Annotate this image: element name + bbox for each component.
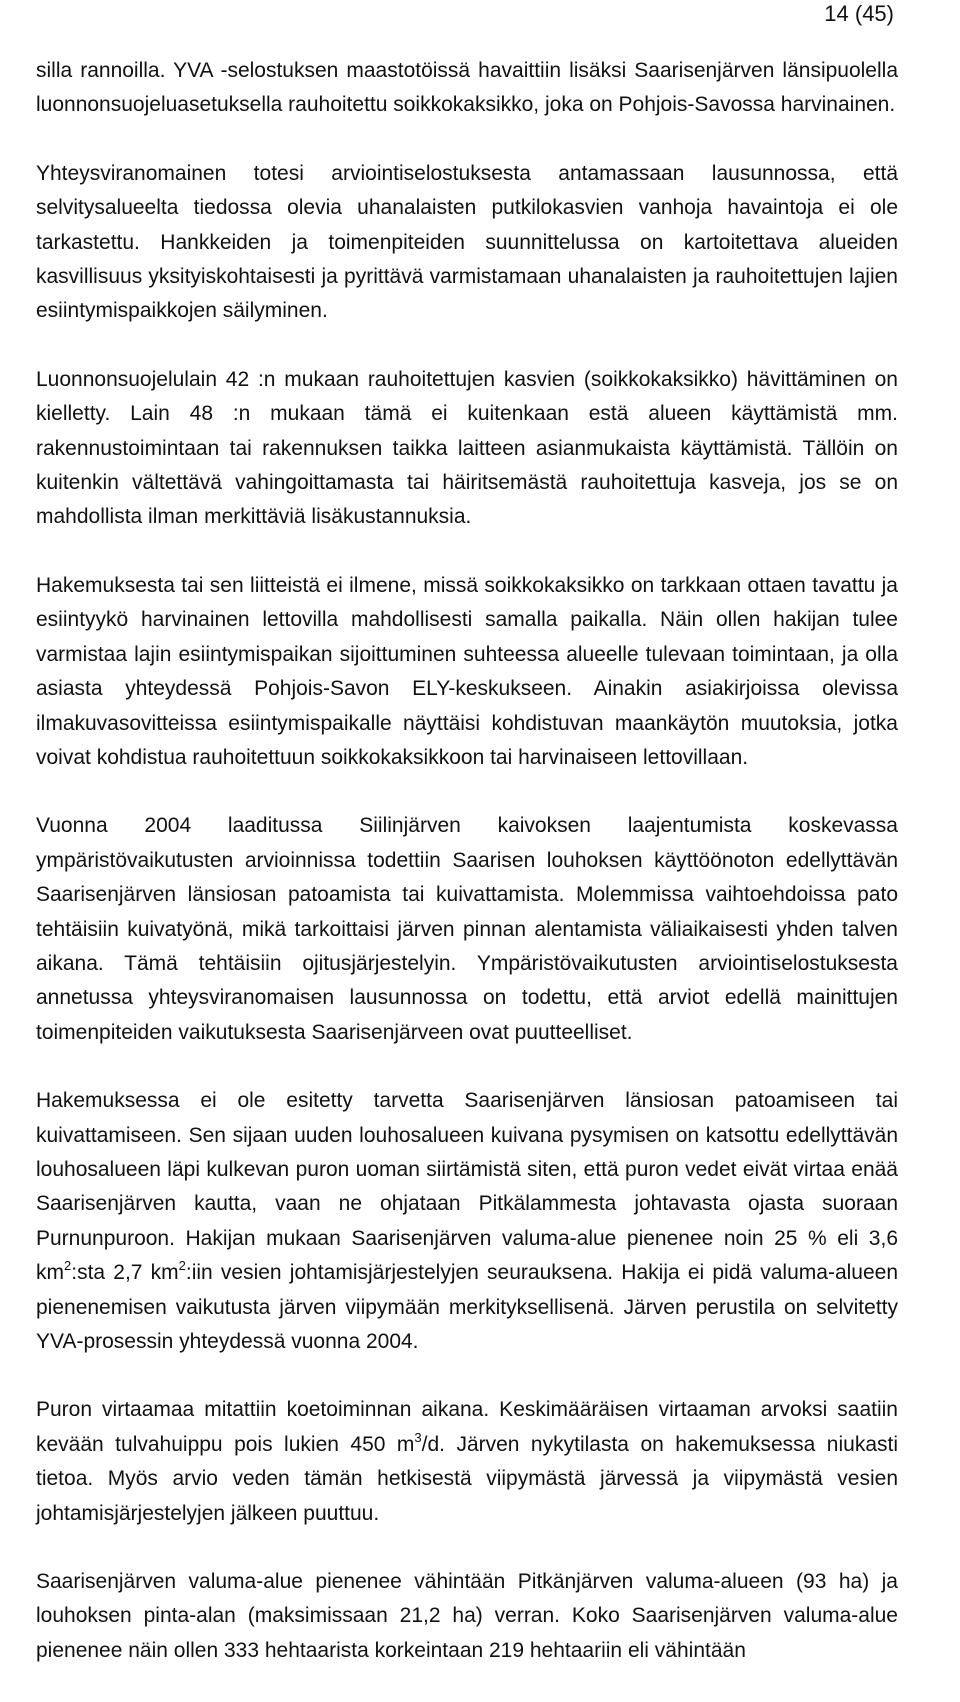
superscript-2: 2 xyxy=(64,1258,72,1274)
paragraph-2: Yhteysviranomainen totesi arviointiselostuksesta antamassaan lausunnossa, että selvitysalueelta tiedossa olevia uhanalaisten putkilokasvien vanhoja havaintoja ei ole tarkastettu. Hankkeiden ja toimenpiteiden suunnittelussa on kartoitettava alueiden kasvillisuus yksityiskohtaisesti ja pyrittävä varmistamaan uhanalaisten ja rauhoitettujen lajien esiintymispaikkojen säilyminen. xyxy=(36,161,898,323)
paragraph-6-text-3: :iin vesien johtamisjärjestelyjen seurauksena. Hakija ei pidä valuma-alueen pienenemisen vaikutusta järven viipymään merkityksellisenä. Järven perustila on selvitetty YVA-prosessin yhteydessä vuonna 2004. xyxy=(36,1261,899,1353)
paragraph-3: Luonnonsuojelulain 42 :n mukaan rauhoitettujen kasvien (soikkokaksikko) hävittäminen on kielletty. Lain 48 :n mukaan tämä ei kuitenkaan estä alueen käyttämistä mm. rakennustoimintaan tai rakennuksen taikka laitteen asianmukaista käyttämistä. Tällöin on kuitenkin vältettävä vahingoittamasta tai häiritsemästä rauhoitettuja kasveja, jos se on mahdollista ilman merkittäviä lisäkustannuksia. xyxy=(36,367,898,529)
paragraph-7 xyxy=(36,1393,898,1531)
page-number: 14 (45) xyxy=(824,1,894,26)
paragraph-1: silla rannoilla. YVA -selostuksen maastotöissä havaittiin lisäksi Saarisenjärven länsipuolella luonnonsuojeluasetuksella rauhoitettu soikkokaksikko, joka on Pohjois-Savossa harvinainen. xyxy=(36,59,898,117)
paragraph-7-text-2: /d. Järven nykytilasta on hakemuksessa niukasti tietoa. Myös arvio veden tämän hetkisestä viipymästä järvessä ja viipymästä vesien johtamisjärjestelyjen jälkeen puuttuu. xyxy=(36,1432,899,1525)
paragraph-5: Vuonna 2004 laaditussa Siilinjärven kaivoksen laajentumista koskevassa ympäristövaikutusten arvioinnissa todettiin Saarisen louhoksen käyttöönoton edellyttävän Saarisenjärven länsiosan patoamista tai kuivattamista. Molemmissa vaihtoehdoissa pato tehtäisiin kuivatyönä, mikä tarkoittaisi järven pinnan alentamista väliaikaisesti yhden talven aikana. Tämä tehtäisiin ojitusjärjestelyin. Ympäristövaikutusten arviointiselostuksesta annetussa yhteysviranomaisen lausunnossa on todettu, että arviot edellä mainittujen toimenpiteiden vaikutuksesta Saarisenjärveen ovat puutteelliset. xyxy=(36,814,898,1044)
paragraph-4: Hakemuksesta tai sen liitteistä ei ilmene, missä soikkokaksikko on tarkkaan ottaen tavattu ja esiintyykö harvinainen lettovilla mahdollisesti samalla paikalla. Näin ollen hakijan tulee varmistaa lajin esiintymispaikan sijoittuminen suhteessa alueelle tulevaan toimintaan, ja olla asiasta yhteydessä Pohjois-Savon ELY-keskukseen. Ainakin asiakirjoissa olevissa ilmakuvasovitteissa esiintymispaikalle näyttäisi kohdistuvan maankäytön muutoksia, jotka voivat kohdistua rauhoitettuun soikkokaksikkoon tai harvinaiseen lettovillaan. xyxy=(36,573,898,769)
paragraph-7-text-1: Puron virtaamaa mitattiin koetoiminnan aikana. Keskimääräisen virtaaman arvoksi saatiin kevään tulvahuippu pois lukien 450 m xyxy=(36,1398,898,1456)
paragraph-6-text-2: :sta 2,7 km xyxy=(71,1261,179,1285)
paragraph-6-text-1: Hakemuksessa ei ole esitetty tarvetta Saarisenjärven länsiosan patoamiseen tai kuivattamiseen. Sen sijaan uuden louhosalueen kuivana pysymisen on katsottu edellyttävän louhosalueen läpi kulkevan puron uoman siirtämistä siten, että puron vedet eivät virtaa enää Saarisenjärven kautta, vaan ne ohjataan Pitkälammesta johtavasta ojasta suoraan Purnunpuroon. Hakijan mukaan Saarisenjärven valuma-alue pienenee noin 25 % eli 3,6 km xyxy=(36,1089,898,1285)
superscript-2: 2 xyxy=(178,1258,186,1274)
body-text xyxy=(36,54,898,1702)
paragraph-6 xyxy=(36,1084,898,1359)
paragraph-8: Saarisenjärven valuma-alue pienenee vähintään Pitkänjärven valuma-alueen (93 ha) ja louhoksen pinta-alan (maksimissaan 21,2 ha) verran. Koko Saarisenjärven valuma-alue pienenee näin ollen 333 hehtaarista korkeintaan 219 hehtaariin eli vähintään xyxy=(36,1570,898,1662)
superscript-3: 3 xyxy=(414,1429,422,1445)
